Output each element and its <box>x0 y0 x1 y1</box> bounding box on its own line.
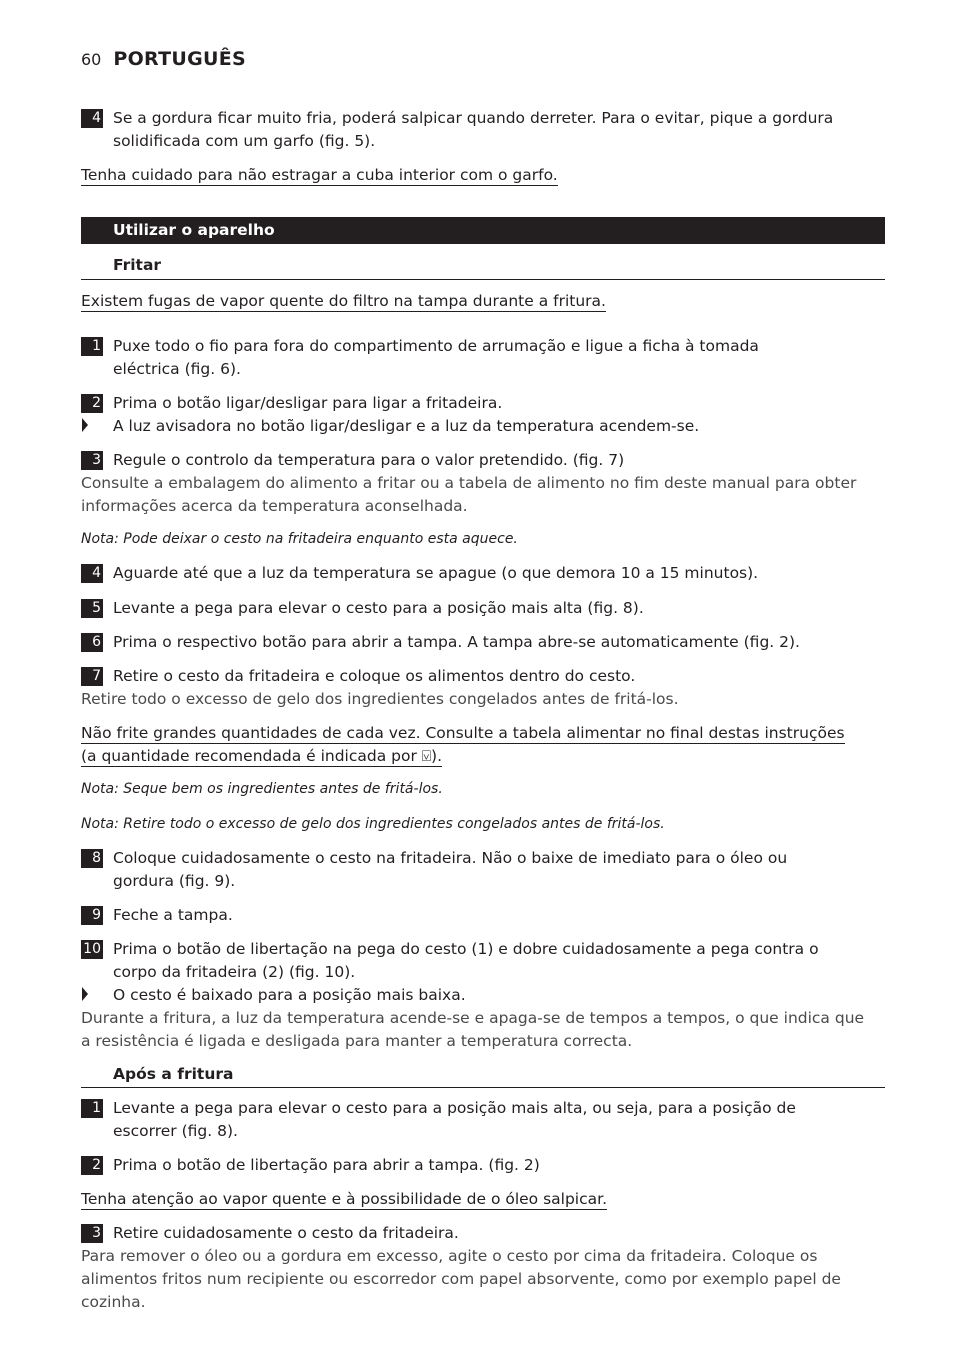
note-text: a resistência é ligada e desligada para manter a temperatura correcta. <box>81 1032 633 1050</box>
step-text: Prima o respectivo botão para abrir a tampa. A tampa abre-se automaticamente (fig. 2). <box>113 633 800 651</box>
subsection-rule <box>81 279 885 280</box>
step-text: Retire o cesto da fritadeira e coloque os alimentos dentro do cesto. <box>113 667 636 685</box>
nota-text: Nota: Pode deixar o cesto na fritadeira enquanto esta aquece. <box>81 531 518 547</box>
subsection-rule <box>81 1087 885 1088</box>
note-text: cozinha. <box>81 1293 146 1311</box>
step-number: 7 <box>81 667 103 686</box>
step-number: 3 <box>81 451 103 470</box>
step-number: 3 <box>81 1224 103 1243</box>
subsection-title: Após a fritura <box>113 1065 234 1083</box>
step-number: 4 <box>81 109 103 128</box>
step-text: gordura (fig. 9). <box>113 872 236 890</box>
nota-text: Nota: Retire todo o excesso de gelo dos ingredientes congelados antes de fritá-los. <box>81 816 665 832</box>
warning-text: Tenha atenção ao vapor quente e à possibilidade de o óleo salpicar. <box>81 1190 608 1208</box>
note-text: Para remover o óleo ou a gordura em excesso, agite o cesto por cima da fritadeira. Coloque os <box>81 1247 818 1265</box>
step-text: corpo da fritadeira (2) (fig. 10). <box>113 963 356 981</box>
subsection-title: Fritar <box>113 256 162 274</box>
step-text: Se a gordura ficar muito fria, poderá salpicar quando derreter. Para o evitar, pique a gordura <box>113 109 834 127</box>
note-text: Retire todo o excesso de gelo dos ingredientes congelados antes de fritá-los. <box>81 690 679 708</box>
note-text: Durante a fritura, a luz da temperatura acende-se e apaga-se de tempos a tempos, o que indica que <box>81 1009 865 1027</box>
step-number: 2 <box>81 1156 103 1175</box>
step-number: 4 <box>81 564 103 583</box>
step-text: Levante a pega para elevar o cesto para a posição mais alta, ou seja, para a posição de <box>113 1099 796 1117</box>
result-text: O cesto é baixado para a posição mais baixa. <box>113 986 466 1004</box>
step-text: Levante a pega para elevar o cesto para a posição mais alta (fig. 8). <box>113 599 644 617</box>
note-text: alimentos fritos num recipiente ou escorredor com papel absorvente, como por exemplo papel de <box>81 1270 841 1288</box>
step-number: 5 <box>81 599 103 618</box>
step-number: 10 <box>81 940 103 959</box>
step-text: Aguarde até que a luz da temperatura se apague (o que demora 10 a 15 minutos). <box>113 564 759 582</box>
language-title: PORTUGUÊS <box>113 48 246 70</box>
step-text: Retire cuidadosamente o cesto da fritadeira. <box>113 1224 459 1242</box>
step-text: eléctrica (fig. 6). <box>113 360 241 378</box>
note-text: informações acerca da temperatura aconselhada. <box>81 497 468 515</box>
step-number: 1 <box>81 1099 103 1118</box>
result-bullet-icon <box>82 987 88 1001</box>
step-number: 8 <box>81 849 103 868</box>
step-text: escorrer (fig. 8). <box>113 1122 238 1140</box>
step-text: Feche a tampa. <box>113 906 233 924</box>
step-text: Puxe todo o fio para fora do compartimento de arrumação e ligue a ficha à tomada <box>113 337 759 355</box>
result-bullet-icon <box>82 418 88 432</box>
warning-text: (a quantidade recomendada é indicada por ⍌). <box>81 747 443 765</box>
page-header <box>81 48 246 74</box>
section-title-bar: Utilizar o aparelho <box>81 217 885 244</box>
step-text: Coloque cuidadosamente o cesto na fritadeira. Não o baixe de imediato para o óleo ou <box>113 849 788 867</box>
step-text: Prima o botão de libertação para abrir a tampa. (fig. 2) <box>113 1156 540 1174</box>
step-text: Regule o controlo da temperatura para o valor pretendido. (fig. 7) <box>113 451 625 469</box>
step-text: Prima o botão ligar/desligar para ligar a fritadeira. <box>113 394 503 412</box>
note-text: Consulte a embalagem do alimento a fritar ou a tabela de alimento no fim deste manual para obter <box>81 474 857 492</box>
caution-text: Tenha cuidado para não estragar a cuba interior com o garfo. <box>81 166 558 184</box>
step-text: solidificada com um garfo (fig. 5). <box>113 132 376 150</box>
step-number: 6 <box>81 633 103 652</box>
warning-text: Existem fugas de vapor quente do filtro na tampa durante a fritura. <box>81 292 606 310</box>
step-number: 9 <box>81 906 103 925</box>
step-number: 1 <box>81 337 103 356</box>
page-number: 60 <box>81 50 102 69</box>
step-text: Prima o botão de libertação na pega do cesto (1) e dobre cuidadosamente a pega contra o <box>113 940 819 958</box>
step-number: 2 <box>81 394 103 413</box>
warning-text: Não frite grandes quantidades de cada vez. Consulte a tabela alimentar no final destas instruções <box>81 724 845 742</box>
result-text: A luz avisadora no botão ligar/desligar e a luz da temperatura acendem-se. <box>113 417 700 435</box>
nota-text: Nota: Seque bem os ingredientes antes de fritá-los. <box>81 781 443 797</box>
